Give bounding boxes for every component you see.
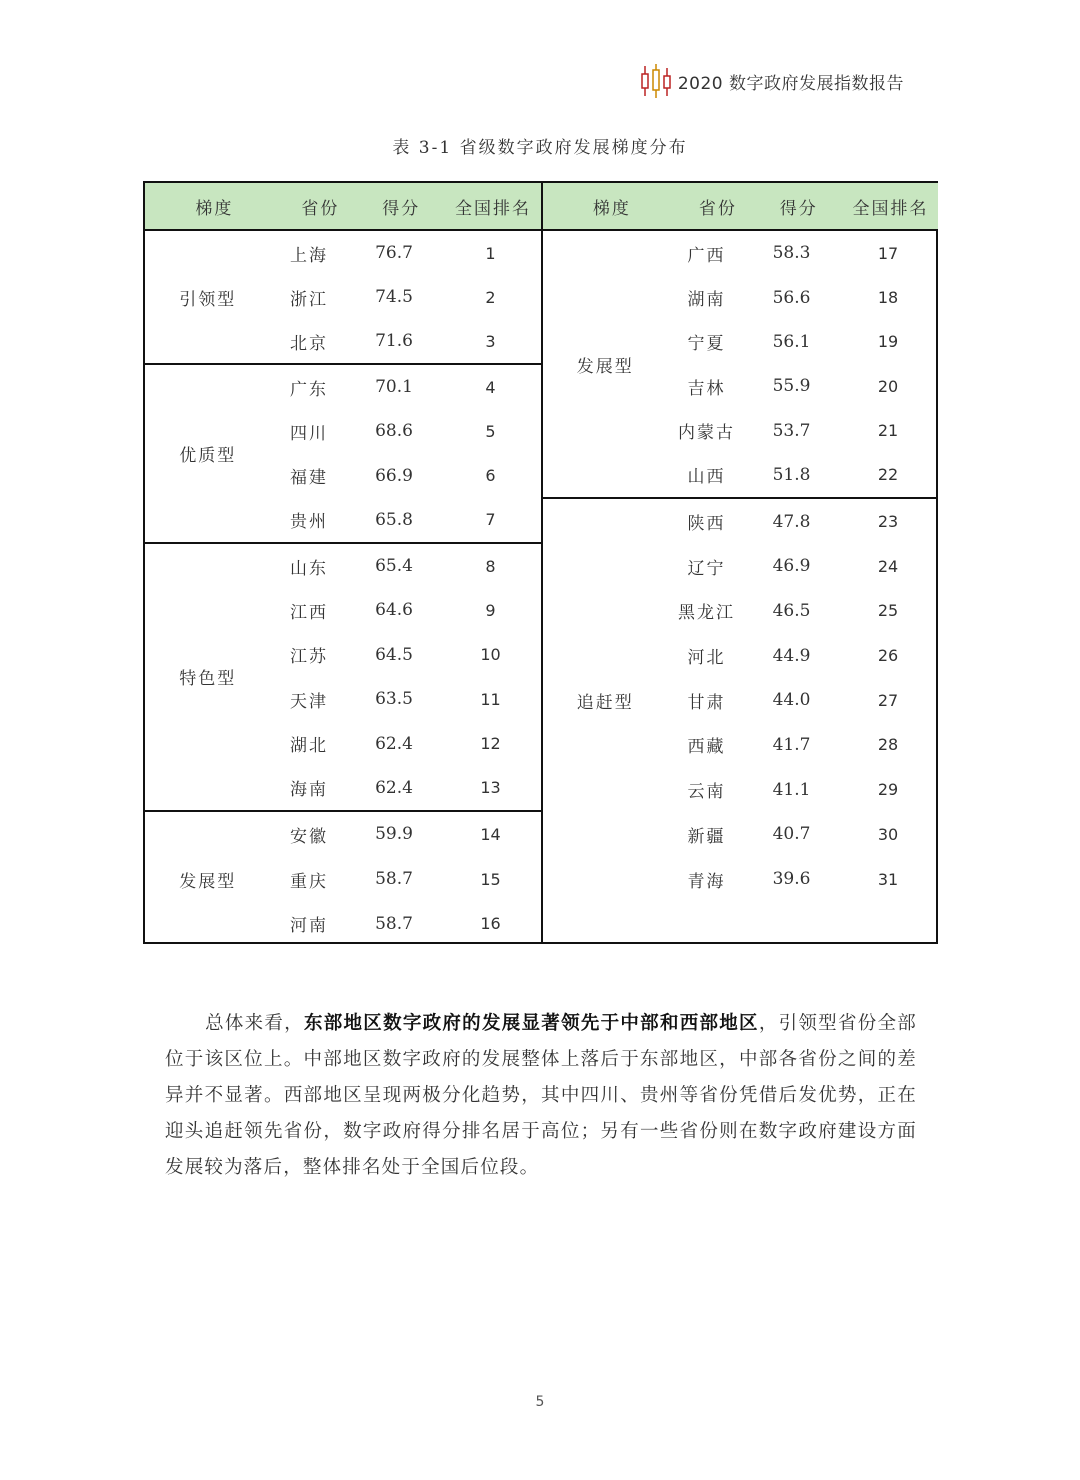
- table-row: [668, 678, 938, 723]
- table-row: [668, 275, 938, 319]
- province-cell: 山东: [290, 558, 328, 579]
- province-cell: 广东: [290, 379, 328, 400]
- score-cell: 56.6: [772, 287, 811, 308]
- tier-rows: [271, 544, 541, 810]
- table-row: [668, 633, 938, 678]
- province-cell: 广西: [687, 245, 726, 266]
- table-row: [668, 231, 938, 275]
- table-row: [271, 901, 541, 946]
- province-cell: 河北: [687, 648, 726, 669]
- rank-cell: 24: [877, 556, 899, 576]
- rank-cell: 20: [877, 376, 899, 396]
- tier-name: 特色型: [179, 669, 237, 690]
- tier-name: 追赶型: [576, 692, 634, 713]
- score-cell: 64.6: [375, 600, 413, 621]
- province-cell: 上海: [290, 245, 328, 266]
- score-cell: 51.8: [772, 464, 811, 485]
- province-cell: 江苏: [290, 647, 328, 668]
- table-caption: 表 3-1 省级数字政府发展梯度分布: [392, 138, 688, 158]
- tier-rows: [271, 365, 541, 542]
- paragraph-bold: 东部地区数字政府的发展显著领先于中部和西部地区: [303, 1013, 759, 1034]
- tier-name: 优质型: [179, 445, 237, 466]
- rank-cell: 21: [877, 421, 899, 441]
- province-cell: 重庆: [290, 871, 328, 892]
- table-row: [668, 767, 938, 812]
- header-tier: 梯度: [195, 198, 234, 219]
- rank-cell: 10: [480, 645, 501, 665]
- table-row: [668, 544, 938, 589]
- score-cell: 56.1: [772, 331, 811, 352]
- score-cell: 47.8: [772, 511, 811, 532]
- rank-cell: 31: [877, 869, 899, 889]
- table-row: [271, 633, 541, 677]
- summary-paragraph: [165, 1006, 917, 1186]
- province-cell: 北京: [290, 333, 328, 354]
- report-title: 2020 数字政府发展指数报告: [677, 73, 904, 94]
- province-cell: 辽宁: [687, 558, 726, 579]
- table-row: [271, 766, 541, 810]
- province-cell: 江西: [290, 602, 328, 623]
- province-cell: 陕西: [687, 514, 726, 535]
- score-cell: 65.8: [375, 509, 413, 530]
- table-row: [668, 857, 938, 902]
- score-cell: 68.6: [375, 421, 413, 442]
- province-cell: 新疆: [687, 826, 726, 847]
- rank-cell: 26: [877, 646, 899, 666]
- rank-cell: 23: [877, 512, 899, 532]
- table-row: [271, 588, 541, 632]
- table-row: [271, 409, 541, 453]
- paragraph-rest: ，引领型省份全部位于该区位上。中部地区数字政府的发展整体上落后于东部地区，中部各省份之间的差异并不显著。西部地区呈现两极分化趋势，其中四川、贵州等省份凭借后发优势，正在迎头追赶领先省份，数字政府得分排名居于高位；另有一些省份则在数字政府建设方面发展较为落后，整体排名处于全国后位段。: [165, 1013, 917, 1178]
- province-cell: 云南: [687, 782, 726, 803]
- province-cell: 福建: [290, 468, 328, 489]
- province-cell: 四川: [290, 423, 328, 444]
- score-cell: 74.5: [375, 287, 413, 308]
- table-left-half: [145, 183, 543, 942]
- province-cell: 海南: [290, 780, 328, 801]
- header-province: 省份: [301, 198, 340, 219]
- table-row: [668, 320, 938, 364]
- score-cell: 65.4: [375, 556, 413, 577]
- score-cell: 58.7: [375, 869, 413, 890]
- tier-name: 发展型: [576, 356, 634, 377]
- rank-cell: 14: [480, 824, 501, 844]
- province-cell: 湖南: [687, 290, 726, 311]
- tier-group: [145, 231, 541, 365]
- header-score: 得分: [779, 198, 818, 219]
- score-cell: 76.7: [375, 243, 413, 264]
- header-province: 省份: [698, 198, 737, 219]
- rank-cell: 30: [877, 824, 899, 844]
- province-cell: 甘肃: [687, 692, 726, 713]
- rank-cell: 11: [480, 689, 501, 709]
- score-cell: 53.7: [772, 420, 811, 441]
- province-cell: 山西: [687, 467, 726, 488]
- score-cell: 62.4: [375, 733, 413, 754]
- table-row: [668, 499, 938, 544]
- province-cell: 浙江: [290, 289, 328, 310]
- rank-cell: 8: [485, 556, 496, 576]
- table-row: [271, 498, 541, 542]
- score-cell: 39.6: [772, 869, 811, 890]
- province-cell: 西藏: [687, 737, 726, 758]
- tier-name: 引领型: [179, 289, 237, 310]
- rank-cell: 27: [877, 690, 899, 710]
- rank-cell: 19: [877, 332, 899, 352]
- tier-name: 发展型: [179, 871, 237, 892]
- rank-cell: 29: [877, 780, 899, 800]
- table-row: [271, 454, 541, 498]
- province-cell: 贵州: [290, 512, 328, 533]
- table-row: [271, 857, 541, 902]
- tier-group: [543, 231, 939, 499]
- score-cell: 46.5: [772, 600, 811, 621]
- province-cell: 宁夏: [687, 334, 726, 355]
- table-row: [271, 721, 541, 765]
- province-cell: 黑龙江: [678, 603, 735, 624]
- province-cell: 吉林: [687, 378, 726, 399]
- rank-cell: 15: [480, 869, 501, 889]
- score-cell: 62.4: [375, 777, 413, 798]
- tier-rows: [668, 499, 938, 901]
- rank-cell: 9: [485, 600, 496, 620]
- rank-cell: 1: [485, 243, 496, 263]
- score-cell: 63.5: [375, 689, 413, 710]
- province-cell: 内蒙古: [678, 423, 735, 444]
- rank-cell: 22: [877, 465, 899, 485]
- province-cell: 安徽: [290, 826, 328, 847]
- table-row: [271, 319, 541, 363]
- score-cell: 58.7: [375, 913, 413, 934]
- page-header: [640, 62, 904, 100]
- rank-cell: 12: [480, 734, 501, 753]
- province-cell: 河南: [290, 916, 328, 937]
- header-rank: 全国排名: [454, 198, 531, 219]
- paragraph-lead: 总体来看，: [205, 1013, 304, 1034]
- table-body-left: [145, 231, 541, 942]
- table-row: [668, 812, 938, 857]
- tier-rows: [668, 231, 938, 497]
- score-cell: 59.9: [375, 824, 413, 845]
- table-body-right: [543, 231, 939, 942]
- score-cell: 44.9: [772, 645, 811, 666]
- score-cell: 70.1: [375, 377, 413, 398]
- score-cell: 71.6: [375, 331, 413, 352]
- rank-cell: 7: [485, 510, 496, 530]
- rank-cell: 16: [480, 914, 501, 934]
- tier-group: [145, 812, 541, 946]
- score-cell: 55.9: [772, 376, 811, 397]
- rank-cell: 6: [485, 466, 496, 486]
- table-row: [271, 544, 541, 588]
- rank-cell: 25: [877, 601, 899, 621]
- rank-cell: 13: [480, 778, 501, 798]
- header-score: 得分: [382, 198, 421, 219]
- page-number: 5: [535, 1394, 545, 1410]
- rank-cell: 5: [485, 421, 496, 441]
- candlestick-logo-icon: [640, 62, 672, 100]
- table-header-right: [543, 183, 939, 231]
- score-cell: 66.9: [375, 465, 413, 486]
- score-cell: 46.9: [772, 556, 811, 577]
- table-header-left: [145, 183, 541, 231]
- score-cell: 44.0: [772, 690, 811, 711]
- table-row: [271, 365, 541, 409]
- tier-rows: [271, 231, 541, 363]
- table-row: [668, 364, 938, 408]
- rank-cell: 2: [485, 287, 496, 307]
- province-cell: 湖北: [290, 736, 328, 756]
- table-row: [271, 275, 541, 319]
- table-right-half: [543, 183, 939, 942]
- rank-cell: 18: [877, 288, 899, 308]
- header-rank: 全国排名: [852, 198, 929, 219]
- rank-cell: 4: [485, 377, 496, 397]
- table-row: [271, 812, 541, 857]
- table-row: [271, 677, 541, 721]
- score-cell: 64.5: [375, 644, 413, 665]
- table-row: [668, 589, 938, 634]
- table-row: [668, 723, 938, 768]
- table-row: [271, 231, 541, 275]
- score-cell: 58.3: [772, 243, 811, 264]
- province-cell: 青海: [687, 871, 726, 892]
- score-cell: 40.7: [772, 824, 811, 845]
- tier-group: [543, 499, 939, 901]
- score-cell: 41.7: [772, 734, 811, 755]
- table-row: [668, 453, 938, 497]
- tier-rows: [271, 812, 541, 946]
- province-cell: 天津: [290, 691, 328, 712]
- header-tier: 梯度: [592, 198, 631, 219]
- rank-cell: 28: [877, 735, 899, 755]
- tier-group: [145, 544, 541, 812]
- rank-cell: 3: [485, 331, 496, 351]
- score-cell: 41.1: [772, 779, 811, 800]
- tier-table: [143, 181, 938, 944]
- rank-cell: 17: [877, 243, 899, 263]
- tier-group: [145, 365, 541, 544]
- table-row: [668, 408, 938, 452]
